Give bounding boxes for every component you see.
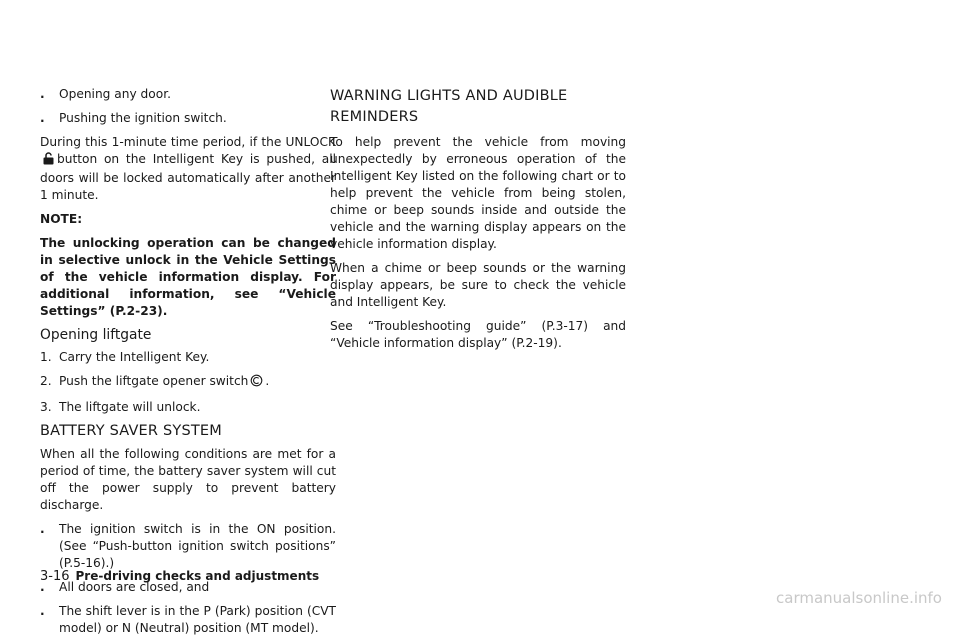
list-item: . The ignition switch is in the ON position. (See “Push-button ignition switch positions” (P.5-16).) — [40, 522, 336, 570]
unlock-key-icon — [42, 152, 55, 170]
watermark: carmanualsonline.info — [776, 589, 942, 607]
section-title: Pre-driving checks and adjustments — [75, 569, 320, 583]
battery-saver-paragraph: When all the following conditions are met for a period of time, the battery saver system will cut off the power supply to prevent battery discharge. — [40, 447, 336, 512]
liftgate-heading: Opening liftgate — [40, 327, 152, 343]
note-label: NOTE: — [40, 212, 83, 226]
list-item: . All doors are closed, and — [40, 580, 210, 594]
list-item: 3. The liftgate will unlock. — [40, 400, 201, 414]
list-item: 2. Push the liftgate opener switch . — [40, 373, 336, 392]
paragraph-unlock-period: During this 1-minute time period, if the UNLOCKbutton on the Intelligent Key is pushed, all doors will be locked automatically after another 1 minute. — [40, 135, 336, 202]
list-item: . The shift lever is in the P (Park) position (CVT model) or N (Neutral) position (MT model). — [40, 604, 336, 635]
warning-paragraph-1: To help prevent the vehicle from moving unexpectedly by erroneous operation of the Intelligent Key listed on the following chart or to help prevent the vehicle from being stolen, chime or beep sounds inside and outside the vehicle and the warning display appears on the vehicle information display. — [330, 135, 626, 251]
battery-saver-heading: BATTERY SAVER SYSTEM — [40, 423, 223, 439]
list-item: . Pushing the ignition switch. — [40, 111, 227, 125]
note-text: The unlocking operation can be changed in selective unlock in the Vehicle Settings of the vehicle information display. For additional information, see “Vehicle Settings” (P.2-23). — [40, 236, 336, 318]
warning-paragraph-2: When a chime or beep sounds or the warning display appears, be sure to check the vehicle and Intelligent Key. — [330, 261, 626, 309]
warning-lights-heading: WARNING LIGHTS AND AUDIBLE REMINDERS — [330, 88, 568, 125]
left-column — [40, 86, 336, 644]
warning-paragraph-3: See “Troubleshooting guide” (P.3-17) and “Vehicle information display” (P.2-19). — [330, 319, 626, 350]
page-number: 3-16 — [40, 569, 70, 584]
list-item: 1. Carry the Intelligent Key. — [40, 350, 210, 364]
page-footer — [40, 569, 319, 584]
liftgate-switch-icon — [250, 374, 263, 392]
list-item: . Opening any door. — [40, 87, 171, 101]
right-column — [330, 86, 626, 359]
